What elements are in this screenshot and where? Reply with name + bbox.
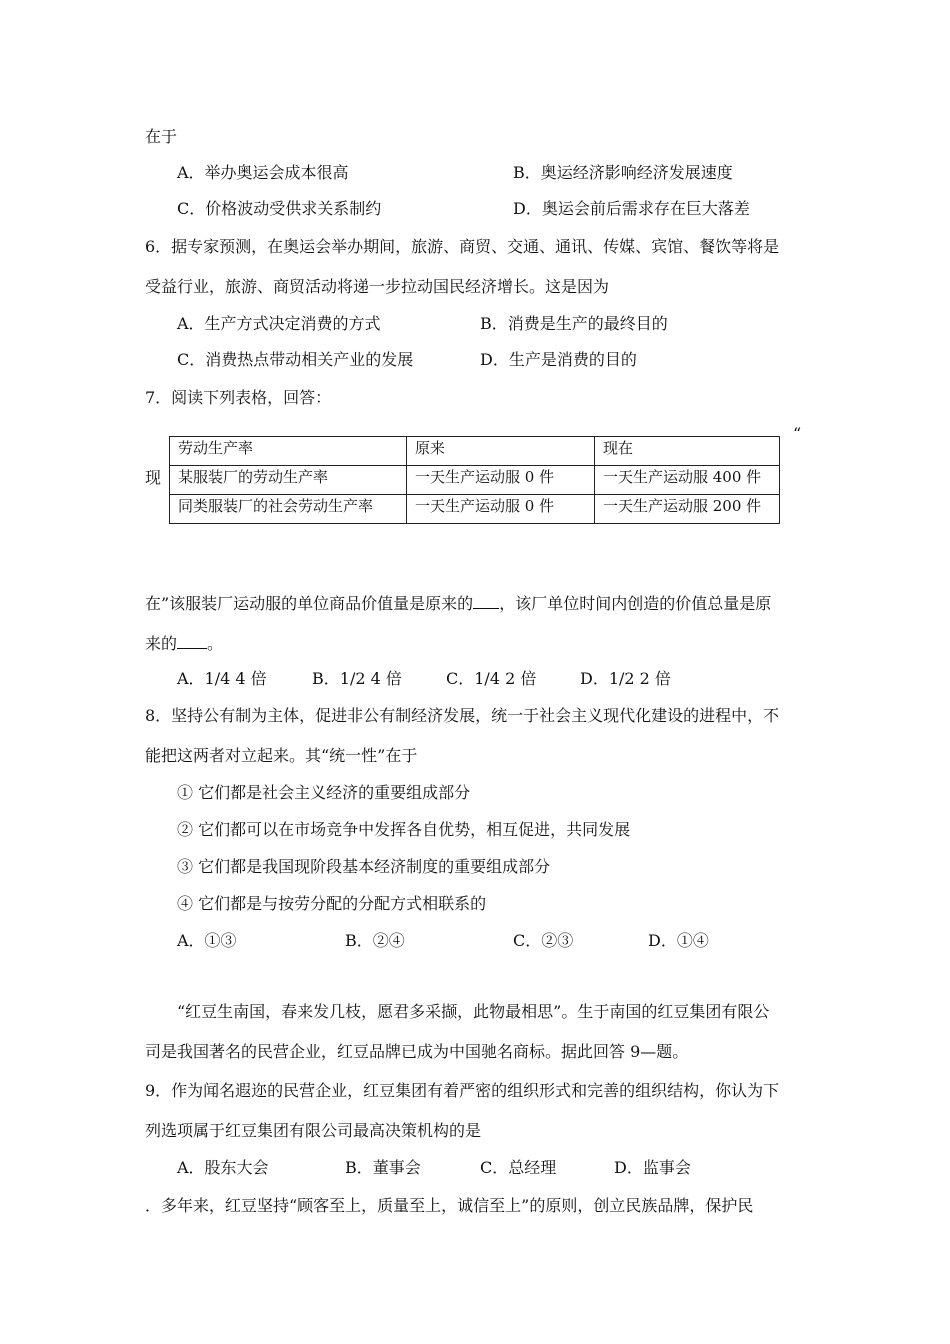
q6-option-b: B．消费是生产的最终目的: [480, 314, 668, 333]
q6-option-c: C．消费热点带动相关产业的发展: [177, 350, 414, 369]
q8-stem-line-2: 能把这两者对立起来。其“统一性”在于: [145, 746, 418, 765]
table-header-cell: 劳动生产率: [170, 437, 407, 466]
q5-option-a: A．举办奥运会成本很高: [177, 163, 349, 182]
passage-line-2: 司是我国著名的民营企业，红豆品牌已成为中国驰名商标。据此回答 9—题。: [145, 1042, 689, 1061]
q10-stem-line-1: ．多年来，红豆坚持“顾客至上，质量至上，诚信至上”的原则，创立民族品牌，保护民: [145, 1196, 754, 1215]
q8-option-a: A．①③: [177, 931, 237, 950]
table-cell: 一天生产运动服 200 件: [595, 495, 780, 524]
q7-text: ，该厂单位时间内创造的价值总量是原: [499, 594, 772, 613]
answer-blank: [473, 592, 499, 609]
table-header-cell: 原来: [407, 437, 595, 466]
q7-stem-line-1: 7．阅读下列表格，回答：: [145, 388, 332, 407]
q5-option-c: C．价格波动受供求关系制约: [177, 199, 382, 218]
q7-text: 。: [207, 634, 224, 653]
q9-option-b: B．董事会: [345, 1158, 421, 1177]
q8-option-d: D．①④: [648, 931, 709, 950]
q7-xian-char: 现: [145, 468, 162, 487]
q5-option-b: B．奥运经济影响经济发展速度: [513, 163, 733, 182]
quote-mark: “: [793, 424, 802, 443]
answer-blank: [177, 632, 207, 649]
q9-stem-line-1: 9．作为闻名遐迩的民营企业，红豆集团有着严密的组织形式和完善的组织结构，你认为下: [145, 1081, 780, 1100]
q8-option-b: B．②④: [345, 931, 405, 950]
q7-option-d: D．1/2 2 倍: [580, 669, 671, 688]
table-cell: 一天生产运动服 0 件: [407, 466, 595, 495]
table-row: [170, 495, 780, 524]
passage-line-1: “红豆生南国，春来发几枝，愿君多采撷，此物最相思”。生于南国的红豆集团有限公: [177, 1002, 770, 1021]
q6-stem-line-2: 受益行业，旅游、商贸活动将递一步拉动国民经济增长。这是因为: [145, 277, 610, 296]
table-header-row: [170, 437, 780, 466]
q7-stem-line-3: [145, 632, 223, 654]
q6-stem-line-1: 6．据专家预测，在奥运会举办期间，旅游、商贸、交通、通讯、传媒、宾馆、餐饮等将是: [145, 237, 780, 256]
q8-option-c: C．②③: [513, 931, 574, 950]
q7-stem-line-2: [145, 592, 771, 614]
q7-text: 来的: [145, 634, 178, 653]
q8-statement-2: ② 它们都可以在市场竞争中发挥各自优势，相互促进，共同发展: [177, 820, 631, 839]
q9-option-a: A．股东大会: [177, 1158, 269, 1177]
q5-option-d: D．奥运会前后需求存在巨大落差: [513, 199, 750, 218]
text-line: 在于: [145, 127, 178, 146]
table-cell: 一天生产运动服 400 件: [595, 466, 780, 495]
table-cell: 同类服装厂的社会劳动生产率: [170, 495, 407, 524]
q9-option-d: D．监事会: [614, 1158, 691, 1177]
q7-option-c: C．1/4 2 倍: [446, 669, 537, 688]
q9-stem-line-2: 列选项属于红豆集团有限公司最高决策机构的是: [145, 1121, 482, 1140]
q8-stem-line-1: 8．坚持公有制为主体，促进非公有制经济发展，统一于社会主义现代化建设的进程中，不: [145, 706, 780, 725]
q7-text: 在”该服装厂运动服的单位商品价值量是原来的: [145, 594, 474, 613]
q8-statement-1: ① 它们都是社会主义经济的重要组成部分: [177, 783, 471, 802]
q8-statement-4: ④ 它们都是与按劳分配的分配方式相联系的: [177, 894, 487, 913]
q7-option-b: B．1/2 4 倍: [312, 669, 402, 688]
q7-option-a: A．1/4 4 倍: [177, 669, 267, 688]
q6-option-a: A．生产方式决定消费的方式: [177, 314, 381, 333]
q9-option-c: C．总经理: [480, 1158, 557, 1177]
q6-option-d: D．生产是消费的目的: [480, 350, 637, 369]
q8-statement-3: ③ 它们都是我国现阶段基本经济制度的重要组成部分: [177, 857, 551, 876]
productivity-table: [169, 436, 780, 524]
table-cell: 一天生产运动服 0 件: [407, 495, 595, 524]
table-header-cell: 现在: [595, 437, 780, 466]
table-row: [170, 466, 780, 495]
table-cell: 某服装厂的劳动生产率: [170, 466, 407, 495]
